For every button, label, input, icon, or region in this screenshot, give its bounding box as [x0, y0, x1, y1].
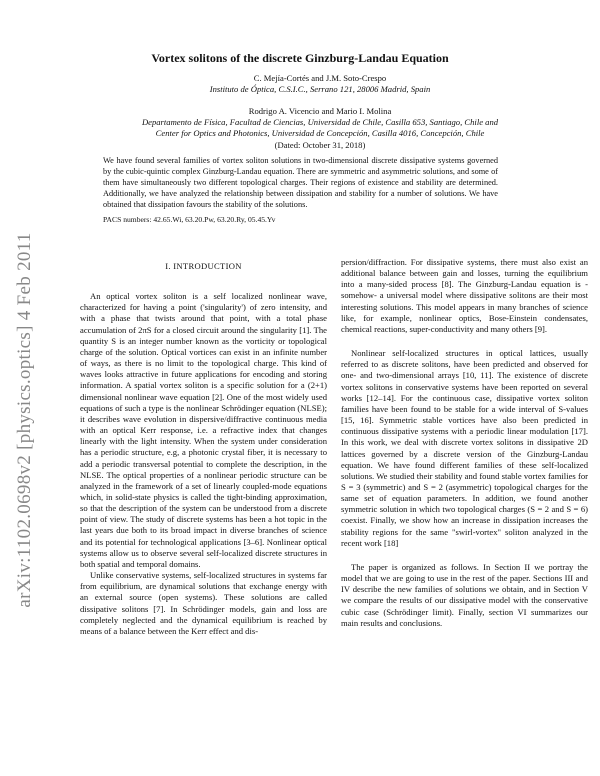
- left-column: [80, 261, 327, 637]
- affiliation-2a: Departamento de Física, Facultad de Ciencias, Universidad de Chile, Casilla 653, Santiago, Chile and: [141, 117, 499, 127]
- right-column: [341, 257, 588, 629]
- affiliation-1: Instituto de Óptica, C.S.I.C., Serrano 121, 28006 Madrid, Spain: [209, 84, 431, 94]
- authors-2: Rodrigo A. Vicencio and Mario I. Molina: [248, 106, 392, 116]
- right-paragraph-1: persion/diffraction. For dissipative systems, there must also exist an additional balance between gain and losses, turning the equilibrium into a many-sided process [8]. The Ginzburg-Landau equation is -somehow- a universal model where dissipative solitons are their most interesting solutions. This model appears in many branches of science like, for example, nonlinear optics, Bose-Einstein condensates, chemical reactions, super-conductivity and many others [9].: [341, 257, 588, 334]
- right-paragraph-3: The paper is organized as follows. In Section II we portray the model that we are going to use in the rest of the paper. Sections III and IV describe the new families of solutions we obtain, and in Section V we compare the results of our dissipative model with the conservative cubic case (Schrödinger limit). Finally, section VI summarizes our main results and conclusions.: [341, 561, 588, 628]
- right-paragraph-2: Nonlinear self-localized structures in optical lattices, usually referred to as discrete solitons, have been predicted and observed for one- and two-dimensional arrays [10, 11]. The existence of discrete vortex solitons in conservative systems have been reported on several works [12–14]. For the continuous case, dissipative vortex soliton families have been found to be stable for a wide interval of S-values [15, 16]. Symmetric stable vortices have also been predicted in continuous dissipative systems with a periodic linear modulation [17]. In this work, we deal with discrete vortex solitons in dissipative 2D lattices governed by a discrete version of the Ginzburg-Landau equation. We have found different families of these self-localized solutions. We studied their stability and found stable vortex families for S = 3 (symmetric) and S = 2 (asymmetric) topological charges for the same set of equation parameters. In addition, we found another symmetric solution in which two topological charges (S = 2 and S = 6) coexist. Finally, we show how an increase in dissipation increases the stability regions for the same "swirl-vortex" soliton analyzed in the recent work [18]: [341, 348, 588, 548]
- paper-title: Vortex solitons of the discrete Ginzburg-Landau Equation: [151, 51, 449, 65]
- left-paragraph-1: An optical vortex soliton is a self localized nonlinear wave, characterized for having a point ('singularity') of zero intensity, and with a phase that twists around that point, with a total phase accumulation of 2πS for a closed circuit around the singularity [1]. The quantity S is an integer number known as the vorticity or topological charge of the solution. Optical vortices can exist in an infinite number of ways, as there is no limit to the topological charge. This kind of waves looks attractive in future applications for encoding and storing information. A spatial vortex soliton is a specific solution for a (2+1) dimensional nonlinear wave equation [2]. One of the most widely used equations of such a type is the nonlinear Schrödinger equation (NLSE); it describes wave evolution in dispersive/diffractive continuous media with an optical Kerr response, i.e. a refractive index that changes linearly with the light intensity. When the system under consideration has a periodic structure, e.g, a photonic crystal fiber, it is necessary to add a periodic transversal potential to complete the description, in the NLSE. The optical properties of a nonlinear periodic structure can be analyzed in the framework of a set of linearly coupled-mode equations which, in solid-state physics is called the tight-binding approximation, so that the description of the system can be understood from a discrete point of view. The study of discrete systems has been a hot topic in the last years due both to its broad impact in diverse branches of science and its potential for technological applications [3–6]. Nonlinear optical systems allow us to observe several self-localized discrete structures in both spatial and temporal domains.: [80, 291, 327, 569]
- authors-1: C. Mejía-Cortés and J.M. Soto-Crespo: [253, 73, 387, 83]
- abstract: We have found several families of vortex soliton solutions in two-dimensional discrete dissipative systems governed by the cubic-quintic complex Ginzburg-Landau equation. There are symmetric and asymmetric solutions, and some of them have simultaneously two different topological charges. Their regions of existence and stability are determined. Additionally, we have analyzed the relationship between dissipation and stability for a number of solutions. We have obtained that dissipation favours the stability of the solutions.: [103, 156, 498, 209]
- section-heading-introduction: I. INTRODUCTION: [165, 261, 242, 271]
- arxiv-stamp: arXiv:1102.0698v2 [physics.optics] 4 Feb 2011: [14, 232, 35, 608]
- dated: (Dated: October 31, 2018): [274, 140, 366, 150]
- left-paragraph-2: Unlike conservative systems, self-localized structures in systems far from equilibrium, are dynamical solutions that exchange energy with an external source (open systems). These solutions are called dissipative solitons [7]. In Schrödinger models, gain and loss are completely neglected and the dynamical equilibrium is reached by means of a balance between the Kerr effect and dis-: [80, 570, 327, 636]
- affiliation-2b: Center for Optics and Photonics, Universidad de Concepción, Casilla 4016, Concepción, Chile: [155, 128, 485, 138]
- pacs-numbers: PACS numbers: 42.65.Wi, 63.20.Pw, 63.20.Ry, 05.45.Yv: [103, 215, 276, 224]
